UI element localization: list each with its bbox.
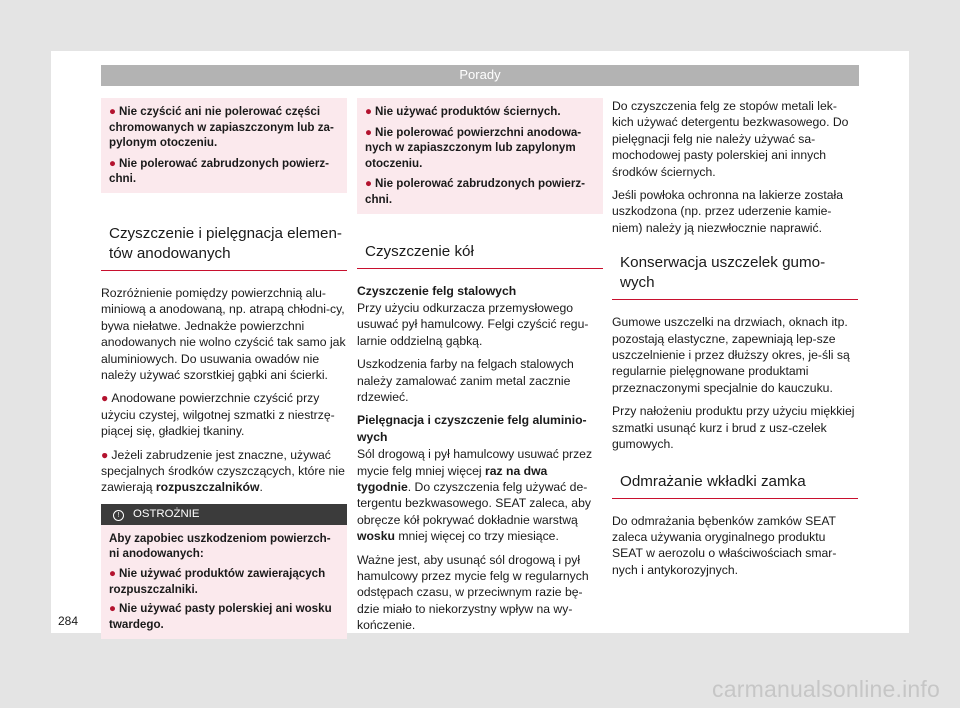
section-header-bar: [101, 65, 859, 86]
note-item: ● Nie polerować zabrudzonych powierz-chni.: [109, 156, 330, 186]
subheading-steel-rims: Czyszczenie felg stalowych: [357, 283, 517, 298]
caution-item: ● Nie używać produktów zawierających rozpuszczalniki.: [109, 567, 326, 596]
bullet-icon: ●: [101, 447, 109, 462]
bullet-icon: ●: [365, 125, 373, 139]
heading-rubber-seals: Konserwacja uszczelek gumo-wych: [612, 253, 858, 300]
bullet-icon: ●: [365, 177, 373, 191]
heading-lock-defrost: Odmrażanie wkładki zamka: [612, 472, 858, 499]
note-item: ● Nie polerować zabrudzonych powierz-chni.: [365, 177, 586, 206]
note-item: ● Nie używać produktów ściernych.: [365, 105, 561, 118]
paragraph: Przy nałożeniu produktu przy użyciu miękkiej szmatki usunąć kurz i brud z usz-czelek gumowych.: [612, 404, 855, 452]
page-number: 284: [58, 614, 79, 628]
bullet-icon: ●: [109, 602, 117, 616]
caution-body: [101, 525, 347, 640]
bullet-icon: ●: [365, 105, 373, 118]
heading-anodized-cleaning: Czyszczenie i pielęgnacja elemen-tów anodowanych: [101, 224, 347, 271]
bullet-paragraph: ● Anodowane powierzchnie czyścić przy użyciu czystej, wilgotnej szmatki z niestrzę-piącej się, gładkiej tkaniny.: [101, 391, 335, 439]
bullet-icon: ●: [109, 567, 117, 581]
caution-intro: Aby zapobiec uszkodzeniom powierzch-ni anodowanych:: [109, 531, 331, 561]
paragraph: Gumowe uszczelki na drzwiach, oknach itp. pozostają elastyczne, zapewniają lep-sze uszczelnienie i przez dłuższy okres, je-śli są regularnie pielęgnowane produktami przeznaczonymi specjalnie do kauczuku.: [612, 315, 850, 395]
exclamation-icon: !: [113, 510, 124, 521]
watermark: carmanualsonline.info: [712, 676, 940, 702]
section-title: Porady: [459, 67, 501, 82]
caution-item: ● Nie używać pasty polerskiej ani wosku twardego.: [109, 602, 332, 631]
paragraph: Sól drogową i pył hamulcowy usuwać przez mycie felg mniej więcej raz na dwa tygodnie. Do czyszczenia felg używać de-tergentu bezkwasowego. SEAT zaleca, aby obręcze kół pokrywać dokładnie warstwą wosku mniej więcej co trzy miesiące.: [357, 447, 593, 544]
caution-box: [101, 504, 347, 640]
paragraph: Do czyszczenia felg ze stopów metali lek-kich używać detergentu bezkwasowego. Do pielęgnacji felg nie należy używać sa-mochodowej pasty polerskiej ani innych środków ściernych.: [612, 99, 849, 179]
column-left: [101, 98, 347, 639]
caution-title: OSTROŻNIE: [133, 507, 200, 520]
subheading-alloy-rims: Pielęgnacja i czyszczenie felg aluminio-wych: [357, 413, 587, 444]
caution-header: [101, 504, 347, 525]
paragraph: Rozróżnienie pomiędzy powierzchnią alu-miniową a anodowaną, np. atrapą chłodni-cy, bywa niełatwe. Jednakże powierzchni anodowanych nie wolno czyścić tak samo jak aluminiowych. Do usuwania owadów nie należy używać szorstkiej gąbki ani ścierki.: [101, 285, 346, 382]
bullet-paragraph: ● Jeżeli zabrudzenie jest znaczne, używać specjalnych środków czyszczących, które nie zawierają rozpuszczalników.: [101, 447, 345, 495]
column-right: [612, 98, 858, 585]
note-box: [357, 98, 603, 214]
column-middle: [357, 98, 603, 641]
paragraph: Ważne jest, aby usunąć sól drogową i pył hamulcowy przez mycie felg w regularnych odstępach czasu, w przeciwnym razie bę-dzie miało to niekorzystny wpływ na wy-kończenie.: [357, 552, 589, 633]
note-item: ● Nie polerować powierzchni anodowa-nych w zapiaszczonym lub zapylonym otoczeniu.: [365, 125, 582, 170]
paragraph: Przy użyciu odkurzacza przemysłowego usuwać pył hamulcowy. Felgi czyścić regu-larnie oddzielną gąbką.: [357, 300, 589, 348]
note-box: [101, 98, 347, 193]
bullet-icon: ●: [109, 156, 117, 170]
paragraph: Do odmrażania bębenków zamków SEAT zaleca używania oryginalnego produktu SEAT w aerozolu o właściwościach smar-nych i antykorozyjnych.: [612, 513, 837, 577]
paragraph: Uszkodzenia farby na felgach stalowych należy zamalować zanim metal zacznie rdzewieć.: [357, 357, 574, 404]
bullet-icon: ●: [109, 105, 117, 118]
bullet-icon: ●: [101, 391, 109, 406]
heading-wheel-cleaning: Czyszczenie kół: [357, 242, 603, 269]
paragraph: Jeśli powłoka ochronna na lakierze została uszkodzona (np. przez uderzenie kamie-niem) należy ją niezwłocznie naprawić.: [612, 188, 844, 235]
note-item: ● Nie czyścić ani nie polerować części chromowanych w zapiaszczonym lub za-pylonym otoczeniu.: [109, 105, 334, 150]
